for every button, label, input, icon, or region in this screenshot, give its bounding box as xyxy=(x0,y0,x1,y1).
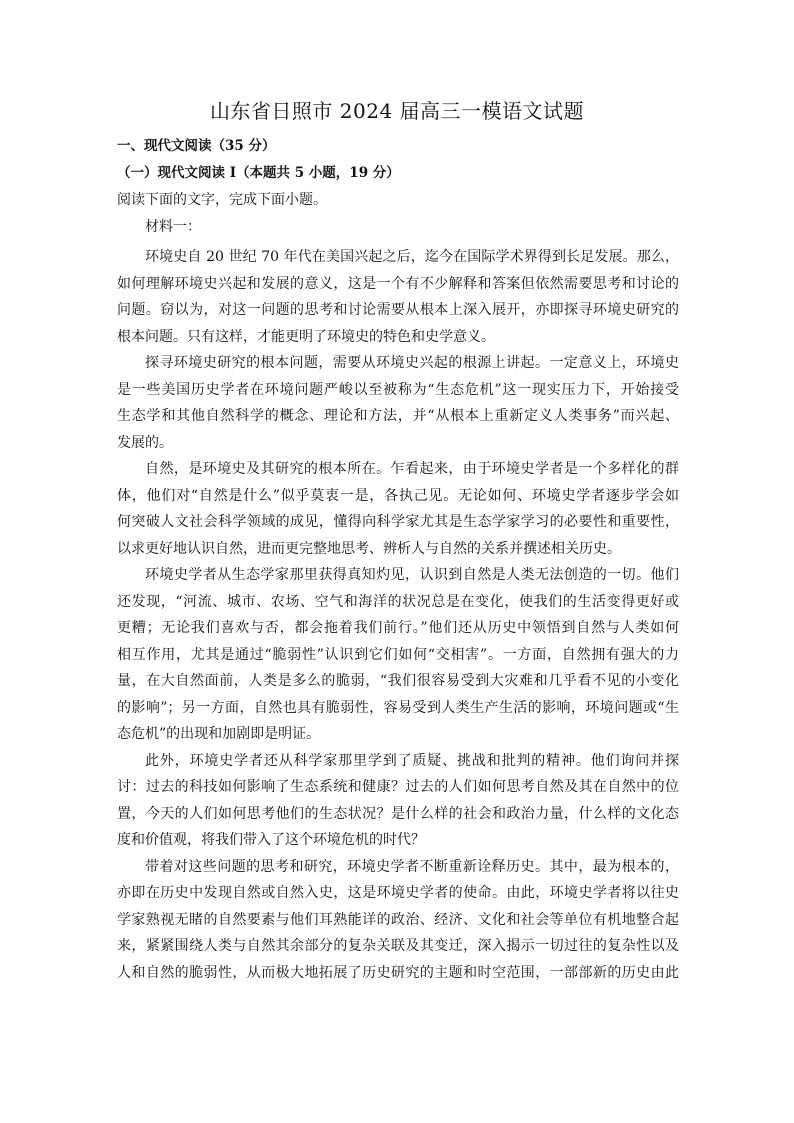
material-label: 材料一： xyxy=(145,219,201,235)
paragraph-line: 根本问题。只有这样，才能更明了环境史的特色和史学意义。 xyxy=(117,328,495,345)
paragraph-line: 此外，环境史学者还从科学家那里学到了质疑、挑战和批判的精神。他们询问并探 xyxy=(145,752,679,769)
paragraph-line: 相互作用，尤其是通过“脆弱性”认识到它们如何“交相害”。一方面，自然拥有强大的力 xyxy=(117,646,679,663)
paragraph-line: 学家熟视无睹的自然要素与他们耳熟能详的政治、经济、文化和社会等单位有机地整合起 xyxy=(117,911,679,928)
paragraph xyxy=(117,854,679,987)
paragraph-line: 还发现，“河流、城市、农场、空气和海洋的状况总是在变化，使我们的生活变得更好或 xyxy=(117,593,679,610)
paragraph-line: 如何理解环境史兴起和发展的意义，这是一个有不少解释和答案但依然需要思考和讨论的 xyxy=(117,275,679,292)
paragraph-line: 量，在大自然面前，人类是多么的脆弱，“我们很容易受到大灾难和几乎看不见的小变化 xyxy=(117,673,679,689)
paragraph-line: 人和自然的脆弱性，从而极大地拓展了历史研究的主题和时空范围，一部部新的历史由此 xyxy=(117,964,679,981)
paragraph-line: 探寻环境史研究的根本问题，需要从环境史兴起的根源上讲起。一定意义上，环境史 xyxy=(145,355,679,371)
paragraph-line: 环境史学者从生态学家那里获得真知灼见，认识到自然是人类无法创造的一切。他们 xyxy=(145,567,679,583)
paragraph xyxy=(117,562,679,748)
paragraph-line: 环境史自 20 世纪 70 年代在美国兴起之后，迄今在国际学术界得到长足发展。那么， xyxy=(145,249,679,265)
document-title: 山东省日照市 2024 届高三一模语文试题 xyxy=(209,99,585,123)
paragraph-line: 自然，是环境史及其研究的根本所在。乍看起来，由于环境史学者是一个多样化的群 xyxy=(145,461,679,477)
instruction-text: 阅读下面的文字，完成下面小题。 xyxy=(117,192,327,208)
paragraph xyxy=(117,456,679,562)
section-heading: 一、现代文阅读（35 分） xyxy=(117,138,276,154)
paragraph-line: 是一些美国历史学者在环境问题严峻以至被称为“生态危机”这一现实压力下，开始接受 xyxy=(117,381,679,398)
paragraph-line: 问题。窃以为，对这一问题的思考和讨论需要从根本上深入展开，亦即探寻环境史研究的 xyxy=(117,302,679,318)
passage-body xyxy=(117,244,679,986)
paragraph-line: 带着对这些问题的思考和研究，环境史学者不断重新诠释历史。其中，最为根本的， xyxy=(145,858,679,875)
paragraph xyxy=(117,748,679,854)
paragraph xyxy=(117,350,679,456)
paragraph-line: 更糟；无论我们喜欢与否，都会拖着我们前行。”他们还从历史中领悟到自然与人类如何 xyxy=(117,620,679,636)
paragraph-line: 亦即在历史中发现自然或自然入史，这是环境史学者的使命。由此，环境史学者将以往史 xyxy=(117,885,679,901)
paragraph-line: 何突破人文社会科学领域的成见，懂得向科学家尤其是生态学家学习的必要性和重要性， xyxy=(117,514,679,530)
paragraph-line: 以求更好地认识自然，进而更完整地思考、辨析人与自然的关系并撰述相关历史。 xyxy=(117,540,621,557)
paragraph-line: 生态学和其他自然科学的概念、理论和方法，并“从根本上重新定义人类事务”而兴起、 xyxy=(117,408,679,424)
subsection-heading: （一）现代文阅读 I（本题共 5 小题，19 分） xyxy=(117,165,400,181)
paragraph-line: 发展的。 xyxy=(117,434,173,451)
paragraph-line: 的影响”；另一方面，自然也具有脆弱性，容易受到人类生产生活的影响，环境问题或“生 xyxy=(117,699,679,716)
paragraph-line: 度和价值观，将我们带入了这个环境危机的时代？ xyxy=(117,832,425,848)
paragraph-line: 讨：过去的科技如何影响了生态系统和健康？过去的人们如何思考自然及其在自然中的位 xyxy=(117,779,679,795)
paragraph-line: 来，紧紧围绕人类与自然其余部分的复杂关联及其变迁，深入揭示一切过往的复杂性以及 xyxy=(117,938,679,954)
paragraph-line: 置，今天的人们如何思考他们的生态状况？是什么样的社会和政治力量，什么样的文化态 xyxy=(117,805,679,822)
paragraph xyxy=(117,244,679,350)
paragraph-line: 态危机”的出现和加剧即是明证。 xyxy=(117,726,321,742)
paragraph-line: 体，他们对“自然是什么”似乎莫衷一是，各执己见。无论如何、环境史学者逐步学会如 xyxy=(117,487,679,504)
